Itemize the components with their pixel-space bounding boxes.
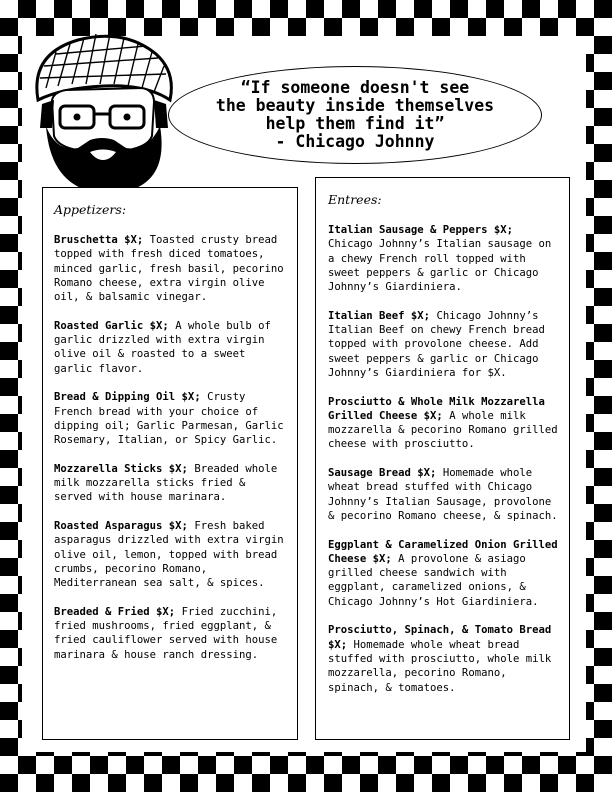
menu-item-name: Roasted Garlic $X; bbox=[54, 319, 169, 332]
menu-item bbox=[328, 223, 561, 294]
menu-item-name: Eggplant & Caramelized Onion Grilled Cheese $X; bbox=[328, 538, 558, 565]
menu-item-description: A provolone & asiago grilled cheese sandwich with eggplant, caramelized onions, & Chicago Johnny’s Hot Giardiniera. bbox=[328, 552, 539, 608]
menu-item-description: A whole milk mozzarella & pecorino Romano grilled cheese with prosciutto. bbox=[328, 409, 558, 451]
quote-text: “If someone doesn't see the beauty inside themselves help them find it” - Chicago Johnny bbox=[215, 78, 495, 151]
menu-item bbox=[54, 319, 287, 376]
menu-item bbox=[54, 605, 287, 662]
menu-item-description: Toasted crusty bread topped with fresh diced tomatoes, minced garlic, fresh basil, pecorino Romano cheese, extra virgin olive oil, & balsamic vinegar. bbox=[54, 234, 284, 304]
menu-item bbox=[328, 466, 561, 523]
menu-item-name: Italian Beef $X; bbox=[328, 309, 431, 322]
appetizers-panel bbox=[42, 187, 298, 740]
menu-item-description: Homemade whole wheat bread stuffed with prosciutto, whole milk mozzarella, pecorino Romano, spinach, & tomatoes. bbox=[328, 638, 552, 694]
menu-item bbox=[54, 462, 287, 505]
menu-item-name: Prosciutto, Spinach, & Tomato Bread $X; bbox=[328, 624, 552, 651]
menu-item bbox=[328, 623, 561, 694]
menu-item-name: Roasted Asparagus $X; bbox=[54, 519, 188, 532]
menu-item bbox=[328, 395, 561, 452]
menu-item-description: Crusty French bread with your choice of dipping oil; Garlic Parmesan, Garlic Rosemary, Italian, or Spicy Garlic. bbox=[54, 391, 284, 447]
menu-item-name: Breaded & Fried $X; bbox=[54, 605, 176, 618]
menu-item-name: Bruschetta $X; bbox=[54, 234, 144, 246]
quote-oval bbox=[168, 66, 542, 164]
menu-item-name: Sausage Bread $X; bbox=[328, 467, 437, 480]
menu-item bbox=[328, 309, 561, 380]
appetizers-title: Appetizers: bbox=[54, 202, 127, 217]
menu-item-description: Fried zucchini, fried mushrooms, fried eggplant, & fried cauliflower served with house marinara & house ranch dressing. bbox=[54, 605, 278, 661]
menu-item-description: Chicago Johnny’s Italian Beef on chewy French bread topped with provolone cheese. Add sweet peppers & garlic or Chicago Johnny’s Giardiniera for $X. bbox=[328, 309, 545, 379]
menu-item bbox=[54, 233, 287, 304]
menu-item-name: Bread & Dipping Oil $X; bbox=[54, 391, 201, 404]
menu-item bbox=[54, 390, 287, 447]
chef-portrait-illustration bbox=[26, 28, 176, 196]
menu-item-name: Prosciutto & Whole Milk Mozzarella Grilled Cheese $X; bbox=[328, 395, 545, 422]
menu-item bbox=[54, 519, 287, 590]
menu-item-description: Fresh baked asparagus drizzled with extra virgin olive oil, lemon, topped with bread crumbs, pecorino Romano, Mediterranean sea salt, & spices. bbox=[54, 519, 284, 590]
menu-item-description: Breaded whole milk mozzarella sticks fried & served with house marinara. bbox=[54, 462, 278, 504]
entrees-panel bbox=[315, 177, 570, 740]
menu-item-description: Chicago Johnny’s Italian sausage on a chewy French roll topped with sweet peppers & garlic or Chicago Johnny’s Giardiniera. bbox=[328, 238, 552, 294]
menu-item-description: Homemade whole wheat bread stuffed with Chicago Johnny’s Italian Sausage, provolone & pecorino Romano cheese, & spinach. bbox=[328, 467, 558, 522]
entrees-title: Entrees: bbox=[328, 192, 382, 207]
menu-item-description: A whole bulb of garlic drizzled with extra virgin olive oil & roasted to a sweet garlic flavor. bbox=[54, 319, 271, 375]
menu-item bbox=[328, 538, 561, 609]
menu-item-name: Mozzarella Sticks $X; bbox=[54, 462, 188, 475]
menu-item-name: Italian Sausage & Peppers $X; bbox=[328, 224, 513, 236]
